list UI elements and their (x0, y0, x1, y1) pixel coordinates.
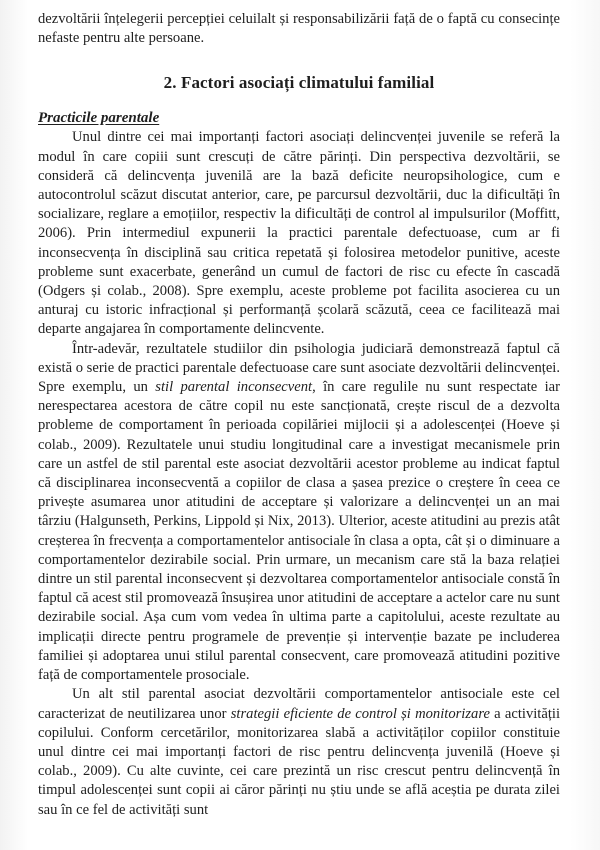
body-paragraph-1: Unul dintre cei mai importanți factori asociați delincvenței juvenile se referă la modul în care copiii sunt crescuți de către părinți. Din perspectiva dezvoltării, se consideră că delincvența juvenilă are la bază deficite neuropsihologice, cum e autocontrolul scăzut discutat anterior, care, pe parcursul dezvoltării, duc la dificultăți în socializare, reglare a emoțiilor, respectiv la dificultăți de control al impulsurilor (Moffitt, 2006). Prin intermediul expunerii la practici parentale defectuoase, cum ar fi inconsecvența în disciplină sau critica repetată și folosirea metodelor punitive, aceste probleme sunt exacerbate, generând un cumul de factori de risc cu efecte în cascadă (Odgers și colab., 2008). Spre exemplu, aceste probleme pot facilita asocierea cu un anturaj cu istoric infracțional și performanță școlară scăzută, ceea ce facilitează mai departe angajarea în comportamente delincvente. (38, 129, 560, 338)
subsection-title: Practicile parentale (38, 110, 160, 127)
paragraph-2-text-after: , în care regulile nu sunt respectate iar nerespectarea acestora de către copil nu este sancționată, crește riscul de a dezvolta probleme de comportament în perioada copilăriei mijlocii și a adolescenței (Hoeve și colab., 2009). Rezultatele unui studiu longitudinal care a investigat mecanismele prin care un astfel de stil parental este asociat dezvoltării acestor probleme au indicat faptul că disciplinarea inconsecventă a copiilor de clasa a șasea prezice o creștere în ceea ce privește asumarea unor atitudini de acceptare și valorizare a delincvenței un an mai târziu (Halgunseth, Perkins, Lippold și Nix, 2013). Ulterior, aceste atitudini au prezis atât creșterea în frecvența a comportamentelor antisociale în clasa a opta, cât și o diminuare a comportamentelor dezirabile social. Prin urmare, un mecanism care stă la baza relației dintre un stil parental inconsecvent și dezvoltarea comportamentelor antisociale constă în faptul că acest stil promovează însușirea unor atitudini de acceptare a actelor care nu sunt dezirabile social. Așa cum vom vedea în ultima parte a capitolului, aceste rezultate au implicații directe pentru programele de prevenție și intervenție bazate pe includerea familiei și adoptarea unui stilul parental consecvent, care promovează atitudini pozitive față de comportamentele prosociale. (38, 379, 560, 684)
paragraph-3-text-after: a activității copilului. Conform cercetărilor, monitorizarea slabă a activităților copiilor constituie unul dintre cei mai importanți factori de risc pentru delincvența juvenilă (Hoeve și colab., 2009). Cu alte cuvinte, cei care prezintă un risc crescut pentru delincvență în timpul adolescenței sunt copii ai căror părinți nu știu unde se află aceștia pe durata zilei sau în ce fel de activități sunt (38, 705, 561, 818)
paragraph-3-text-before: Un alt stil parental asociat dezvoltării comportamentelor antisociale este cel caracterizat de neutilizarea unor (38, 686, 560, 722)
paragraph-2-emphasis: stil parental inconsecvent (155, 379, 313, 396)
intro-paragraph: dezvoltării înțelegerii percepției celuilalt și responsabilizării față de o faptă cu consecințe nefaste pentru alte persoane. (38, 11, 560, 47)
paragraph-2-text-before: Într-adevăr, rezultatele studiilor din psihologia judiciară demonstrează faptul că există o serie de practici parentale defectuoase care sunt asociate dezvoltării delincvenței. Spre exemplu, un (38, 340, 560, 396)
section-title: 2. Factori asociați climatului familial (163, 73, 435, 93)
body-paragraph-3 (38, 685, 560, 819)
body-paragraph-2 (38, 340, 560, 686)
paragraph-3-emphasis: strategii eficiente de control și monitorizare (230, 705, 490, 722)
